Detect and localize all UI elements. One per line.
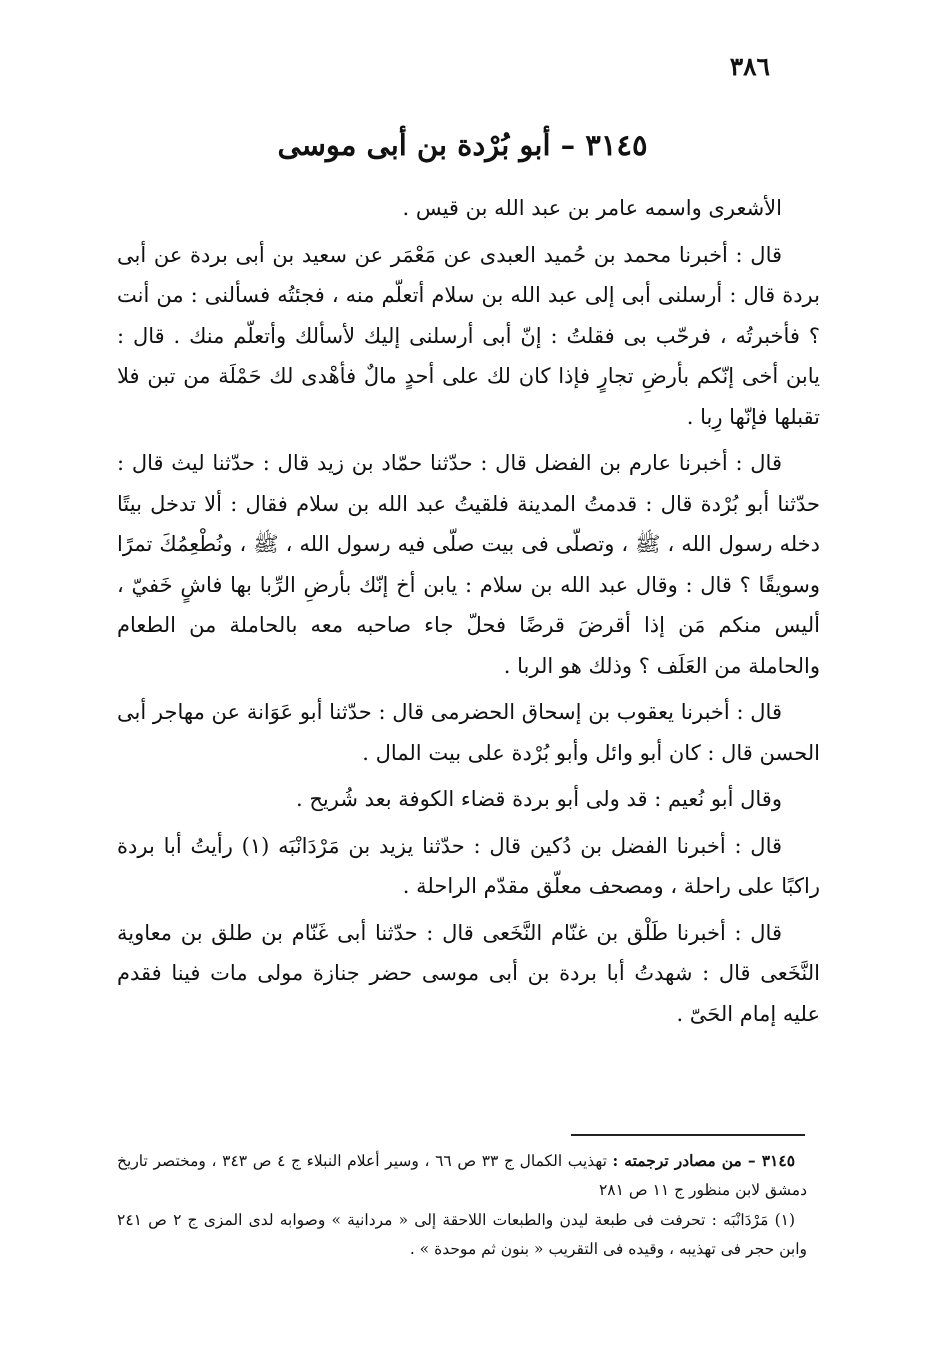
footnote-1: (١) مَرْدَانْبَه : تحرفت فى طبعة ليدن والطبعات اللاحقة إلى « مردانية » وصوابه لدى المزى ج ٢ ص ٢٤١ وابن حجر فى تهذيبه ، وقيده فى التقريب « بنون ثم موحدة » . [117, 1211, 807, 1258]
paragraph-hadith-3: قال : أخبرنا يعقوب بن إسحاق الحضرمى قال : حدّثنا أبو عَوَانة عن مهاجر أبى الحسن قال : كان أبو وائل وأبو بُرْدة على بيت المال . [117, 700, 820, 765]
footnotes [117, 1146, 807, 1265]
paragraph-hadith-5: قال : أخبرنا الفضل بن دُكين قال : حدّثنا يزيد بن مَرْدَانْبَه (١) رأيتُ أبا بردة راكبًا على راحلة ، ومصحف معلّق مقدّم الراحلة . [117, 833, 820, 898]
footnote-sources-label: ٣١٤٥ – من مصادر ترجمته : [612, 1151, 796, 1170]
paragraph-hadith-2: قال : أخبرنا عارم بن الفضل قال : حدّثنا حمّاد بن زيد قال : حدّثنا ليث قال : حدّثنا أبو بُرْدة قال : قدمتُ المدينة فلقيتُ عبد الله بن سلام فقال : ألا تدخل بيتًا دخله رسول الله ، ﷺ ، وتصلّى فى بيت صلّى فيه رسول الله ، ﷺ ، ونُطْعِمُكَ تمرًا وسويقًا ؟ قال : وقال عبد الله بن سلام : يابن أخ إنّك بأرضِ الرِّبا بها فاشٍ خَفيّ ، أليس منكم مَن إذا أقرضَ قرضًا فحلّ جاء صاحبه معه بالحاملة من الطعام والحاملة من العَلَف ؟ وذلك هو الربا . [117, 451, 820, 678]
body-text [117, 188, 820, 1040]
paragraph-hadith-4: وقال أبو نُعيم : قد ولى أبو بردة قضاء الكوفة بعد شُريح . [295, 787, 782, 811]
paragraph-hadith-6: قال : أخبرنا طَلْق بن غنّام النَّخَعى قال : حدّثنا أبى غَنّام بن طلق بن معاوية النَّخَعى قال : شهدتُ أبا بردة بن أبى موسى حضر جنازة مولى مات فينا فقدم عليه إمام الحَىّ . [117, 920, 820, 1026]
paragraph-lineage: الأشعرى واسمه عامر بن عبد الله بن قيس . [402, 196, 782, 220]
footnote-sources-text: تهذيب الكمال ج ٣٣ ص ٦٦ ، وسير أعلام النبلاء ج ٤ ص ٣٤٣ ، ومختصر تاريخ دمشق لابن منظور ج ١١ ص ٢٨١ [117, 1152, 807, 1199]
footnote-separator [571, 1134, 805, 1136]
page-number: ٣٨٦ [729, 52, 770, 81]
paragraph-hadith-1: قال : أخبرنا محمد بن حُميد العبدى عن مَعْمَر عن سعيد بن أبى بردة عن أبى بردة قال : أرسلنى أبى إلى عبد الله بن سلام أتعلّم منه ، فجئتُه فسألنى : من أنت ؟ فأخبرتُه ، فرحّب بى فقلتُ : إنّ أبى أرسلنى إليك لأسألك وأتعلّم منك . قال : يابن أخى إنّكم بأرضِ تجارٍ فإذا كان لك على أحدٍ مالٌ فأهْدى لك حَمْلَة من تبن فلا تقبلها فإنّها رِبا . [117, 242, 820, 429]
entry-title: ٣١٤٥ – أبو بُرْدة بن أبى موسى [277, 128, 648, 162]
footnote-sources [117, 1146, 807, 1205]
